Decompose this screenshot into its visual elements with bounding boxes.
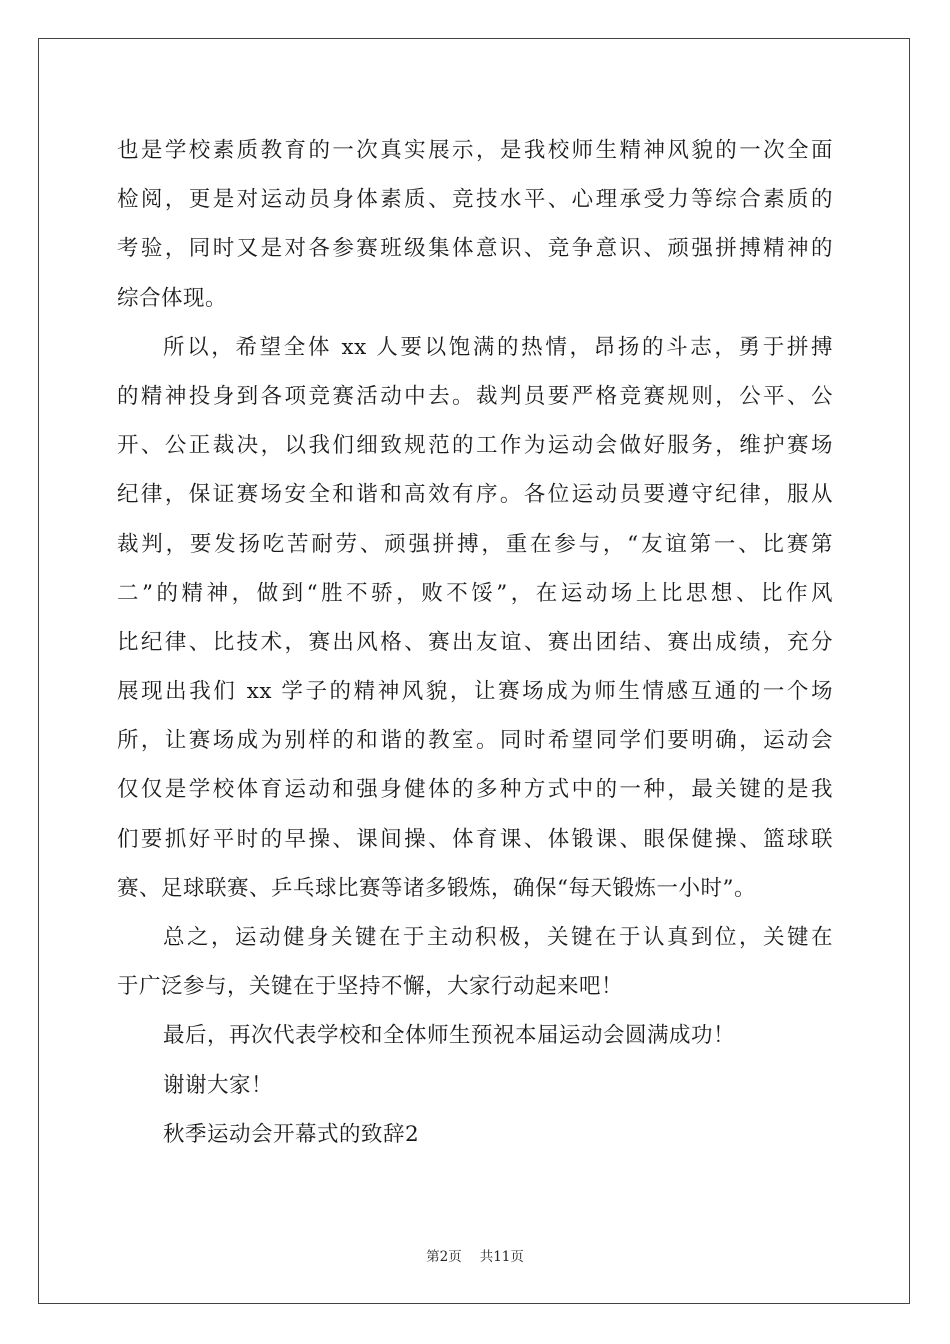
page-total: 共11页: [479, 1249, 524, 1265]
text-line: 赛、足球联赛、乒乓球比赛等诸多锻炼，确保“每天锻炼一小时”。: [117, 875, 756, 901]
text-line: 所，让赛场成为别样的和谐的教室。同时希望同学们要明确，运动会: [117, 728, 833, 754]
page-footer: [0, 1245, 950, 1265]
text-line: 秋季运动会开幕式的致辞2: [163, 1121, 420, 1147]
text-line: 仅仅是学校体育运动和强身健体的多种方式中的一种，最关键的是我: [117, 777, 833, 803]
text-line: 也是学校素质教育的一次真实展示，是我校师生精神风貌的一次全面: [117, 138, 833, 163]
paragraph: [117, 1011, 833, 1060]
text-line: 的精神投身到各项竞赛活动中去。裁判员要严格竞赛规则，公平、公: [117, 383, 833, 409]
paragraph: [117, 913, 833, 1011]
text-line: 们要抓好平时的早操、课间操、体育课、体锻课、眼保健操、篮球联: [117, 826, 833, 852]
text-line: 检阅，更是对运动员身体素质、竞技水平、心理承受力等综合素质的: [117, 187, 833, 213]
text-line: 开、公正裁决，以我们细致规范的工作为运动会做好服务，维护赛场: [117, 433, 833, 459]
text-line: 谢谢大家！: [163, 1072, 274, 1098]
paragraph: [117, 1110, 833, 1159]
text-line: 展现出我们 xx 学子的精神风貌，让赛场成为师生情感互通的一个场: [117, 679, 833, 705]
text-line: 综合体现。: [117, 285, 228, 311]
page-number: 第2页: [426, 1249, 462, 1265]
text-line: 总之，运动健身关键在于主动积极，关键在于认真到位，关键在: [163, 925, 833, 950]
paragraph: [117, 126, 833, 323]
text-line: 所以，希望全体 xx 人要以饱满的热情，昂扬的斗志，勇于拼搏: [163, 334, 833, 360]
text-line: 比纪律、比技术，赛出风格、赛出友谊、赛出团结、赛出成绩，充分: [117, 629, 833, 655]
text-line: 裁判，要发扬吃苦耐劳、顽强拼搏，重在参与，“友谊第一、比赛第: [117, 531, 833, 557]
text-line: 于广泛参与，关键在于坚持不懈，大家行动起来吧！: [117, 974, 624, 1000]
text-line: 考验，同时又是对各参赛班级集体意识、竞争意识、顽强拼搏精神的: [117, 236, 833, 262]
text-line: 最后，再次代表学校和全体师生预祝本届运动会圆满成功！: [163, 1023, 736, 1049]
paragraph: [117, 1061, 833, 1110]
text-line: 纪律，保证赛场安全和谐和高效有序。各位运动员要遵守纪律，服从: [117, 482, 833, 508]
paragraph: [117, 323, 833, 913]
document-body: [117, 126, 833, 1159]
text-line: 二”的精神，做到“胜不骄，败不馁”，在运动场上比思想、比作风: [117, 580, 833, 606]
